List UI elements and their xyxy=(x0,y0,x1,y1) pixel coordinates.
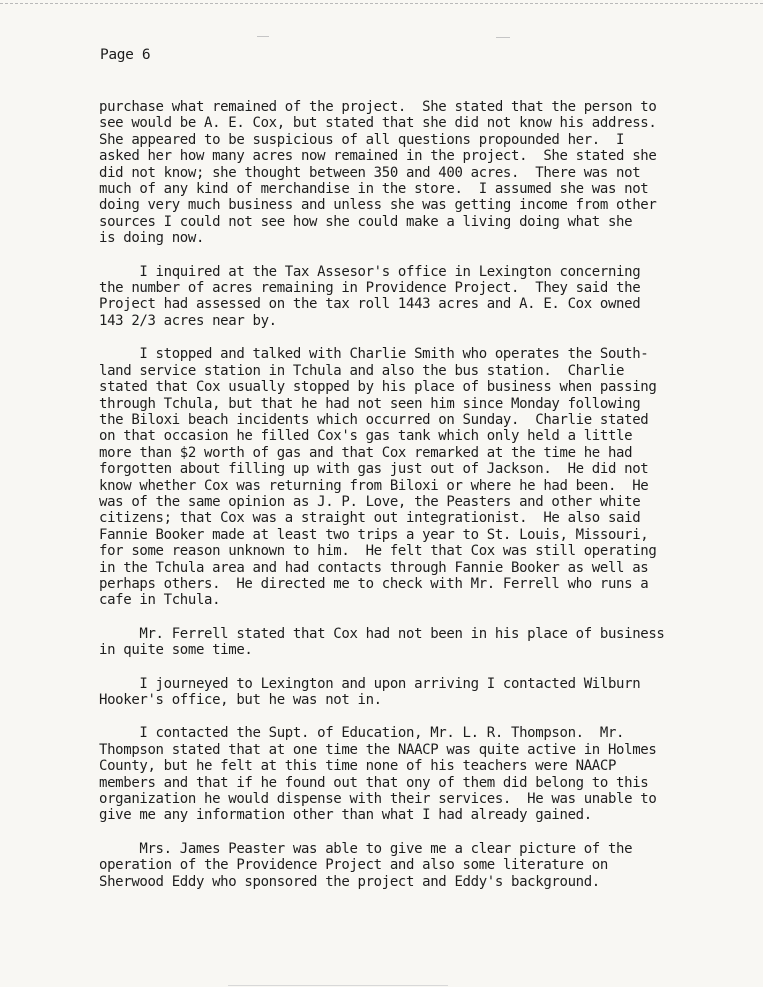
paragraph: I stopped and talked with Charlie Smith who operates the South- land service station in Tchula and also the bus station. Charlie stated that Cox usually stopped by his place of business when passing through Tchula, but that he had not seen him since Monday following the Biloxi beach incidents which occurred on Sunday. Charlie stated on that occasion he filled Cox's gas tank which only held a little more than $2 worth of gas and that Cox remarked at the time he had forgotten about filling up with gas just out of Jackson. He did not know whether Cox was returning from Biloxi or where he had been. He was of the same opinion as J. P. Love, the Peasters and other white citizens; that Cox was a straight out integrationist. He also said Fannie Booker made at least two trips a year to St. Louis, Missouri, for some reason unknown to him. He felt that Cox was still operating in the Tchula area and had contacts through Fannie Booker as well as perhaps others. He directed me to check with Mr. Ferrell who runs a cafe in Tchula. xyxy=(99,346,657,609)
paragraph: I contacted the Supt. of Education, Mr. L. R. Thompson. Mr. Thompson stated that at one time the NAACP was quite active in Holmes County, but he felt at this time none of his teachers were NAACP members and that if he found out that ony of them did belong to this organization he would dispense with their services. He was unable to give me any information other than what I had already gained. xyxy=(99,725,657,824)
scan-speck xyxy=(228,985,448,986)
paragraph: I inquired at the Tax Assesor's office in Lexington concerning the number of acres remaining in Providence Project. They said the Project had assessed on the tax roll 1443 acres and A. E. Cox owned 143 2/3 acres near by. xyxy=(99,263,641,329)
report-body xyxy=(99,99,759,907)
page-number: Page 6 xyxy=(100,47,151,63)
paragraph: Mr. Ferrell stated that Cox had not been in his place of business in quite some time. xyxy=(99,625,665,659)
page-top-edge xyxy=(0,3,763,4)
paragraph: Mrs. James Peaster was able to give me a clear picture of the operation of the Providence Project and also some literature on Sherwood Eddy who sponsored the project and Eddy's background. xyxy=(99,840,633,890)
paragraph: purchase what remained of the project. She stated that the person to see would be A. E. Cox, but stated that she did not know his address. She appeared to be suspicious of all questions propounded her. I asked her how many acres now remained in the project. She stated she did not know; she thought between 350 and 400 acres. There was not much of any kind of merchandise in the store. I assumed she was not doing very much business and unless she was getting income from other sources I could not see how she could make a living doing what she is doing now. xyxy=(99,99,657,247)
scan-speck xyxy=(496,37,510,38)
scan-speck xyxy=(257,36,269,37)
paragraph: I journeyed to Lexington and upon arriving I contacted Wilburn Hooker's office, but he was not in. xyxy=(99,675,641,708)
